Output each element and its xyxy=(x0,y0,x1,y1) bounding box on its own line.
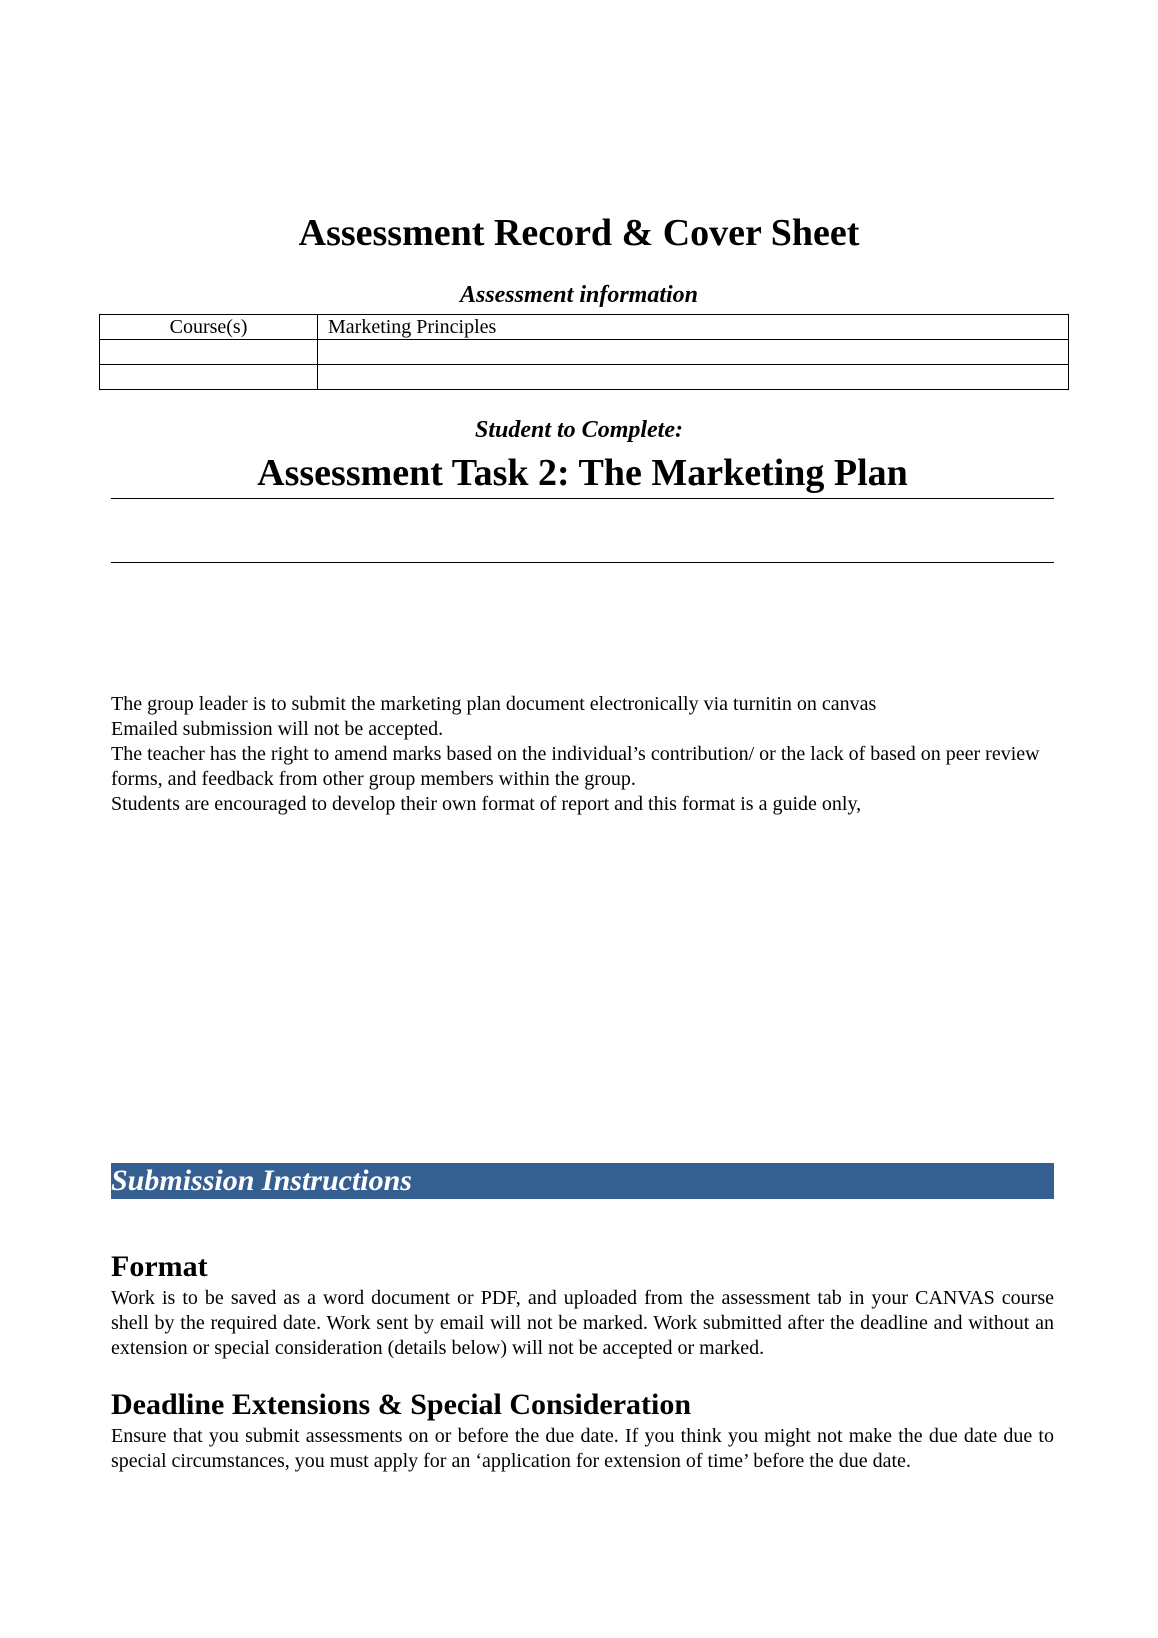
table-row xyxy=(100,315,1069,340)
note-line: The group leader is to submit the marketing plan document electronically via turnitin on canvas xyxy=(111,693,877,715)
document-title: Assessment Record & Cover Sheet xyxy=(298,212,860,254)
table-cell-course-label: Course(s) xyxy=(100,315,318,340)
table-cell xyxy=(100,365,318,390)
table-cell xyxy=(100,340,318,365)
submission-instructions-heading: Submission Instructions xyxy=(111,1164,412,1197)
deadline-paragraph: Ensure that you submit assessments on or before the due date. If you think you might not make the due date due to special circumstances, you must apply for an ‘application for extension of time’ before the due date. xyxy=(111,1425,1054,1472)
note-line: The teacher has the right to amend marks based on the individual’s contribution/ or the lack of based on peer review forms, and feedback from other group members within the group. xyxy=(111,743,1040,790)
submission-notes xyxy=(111,692,1061,817)
deadline-heading: Deadline Extensions & Special Consideration xyxy=(111,1388,692,1421)
format-paragraph: Work is to be saved as a word document or PDF, and uploaded from the assessment tab in your CANVAS course shell by the required date. Work sent by email will not be marked. Work submitted after the deadline and without an extension or special consideration (details below) will not be accepted or marked. xyxy=(111,1287,1054,1359)
submission-instructions-banner xyxy=(111,1163,1054,1199)
note-line: Students are encouraged to develop their own format of report and this format is a guide only, xyxy=(111,793,862,815)
table-cell xyxy=(318,340,1069,365)
divider-line xyxy=(111,562,1054,563)
table-cell-course-value: Marketing Principles xyxy=(318,315,1069,340)
table-row xyxy=(100,365,1069,390)
format-heading: Format xyxy=(111,1250,208,1283)
task-title: Assessment Task 2: The Marketing Plan xyxy=(257,452,908,494)
assessment-info-table xyxy=(99,314,1069,390)
table-row xyxy=(100,340,1069,365)
assessment-info-heading: Assessment information xyxy=(459,282,699,308)
table-cell xyxy=(318,365,1069,390)
divider-line xyxy=(111,498,1054,499)
student-complete-heading: Student to Complete: xyxy=(474,417,683,443)
note-line: Emailed submission will not be accepted. xyxy=(111,718,444,740)
